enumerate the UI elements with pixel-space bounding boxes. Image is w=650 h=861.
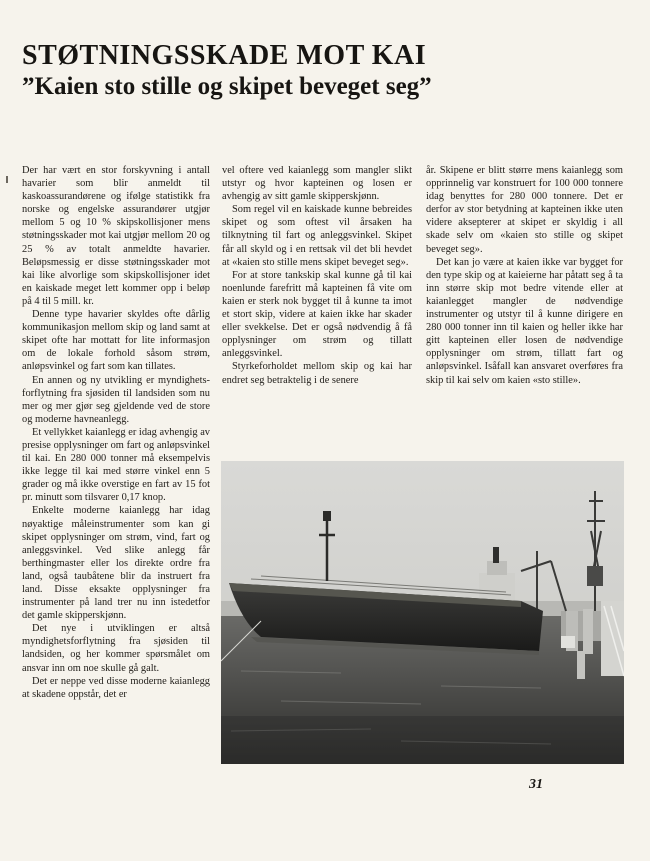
paragraph: Styrkeforholdet mellom skip og kai har endret seg betraktelig i de senere <box>222 361 412 386</box>
text-column-3 <box>426 164 623 387</box>
paragraph: Det nye i utviklingen er altså myndighetsforflytning fra sjøsiden til landsiden, og her kommer spørsmålet om ansvar inn om noe skulle gå galt. <box>22 623 210 674</box>
paragraph: Denne type havarier skyldes ofte dårlig kommunikasjon mellom skip og land samt at skipet ofte har mottatt for lite informasjon om de lokale forhold såsom strøm, anløpsvinkel og fart som kan tillates. <box>22 309 210 373</box>
text-column-2 <box>222 164 412 387</box>
paragraph: For at store tankskip skal kunne gå til kai noenlunde farefritt må kapteinen få vite om kaien er sterk nok bygget til å kunne ta imot et stort skip, videre at kaien ikke har skader eller svekkelse. Det er også nødvendig å få opplysninger om strøm og tillatt anleggsvinkel. <box>222 269 412 360</box>
article-subtitle: ”Kaien sto stille og skipet beveget seg” <box>22 73 432 100</box>
paragraph: Som regel vil en kaiskade kunne bebreides skipet og som oftest vil årsaken ha tilknytning til fart og anleggsvinkel. Skipet får all skyld og i en rettsak vil det bli hevdet at «kaien sto stille mens skipet beveget seg». <box>222 204 412 268</box>
paragraph: Det er neppe ved disse moderne kaianlegg at skadene oppstår, det er <box>22 675 210 700</box>
paragraph: år. Skipene er blitt større mens kaianlegg som opprinnelig var konstruert for 100 000 tonnere idag benyttes for 280 000 tonnere. Det er derfor av stor betydning at kapteinen ikke uten videre aksepterer at skipet er skyldig i all skade selv om «kaien sto stille og skipet beveget seg». <box>426 165 623 255</box>
paragraph: vel oftere ved kaianlegg som mangler slikt utstyr og hvor kapteinen og losen er avhengig av sitt gamle skipperskjønn. <box>222 165 412 203</box>
photo-illustration <box>221 461 624 764</box>
margin-mark <box>6 176 8 183</box>
paragraph: Et vellykket kaianlegg er idag avhengig av presise opplysninger om fart og anløpsvinkel til kai. En 280 000 tonner må eksempelvis ikke legge til kai med større vinkel enn 5 grader og må ikke overstige en fart av 15 fot pr. minutt som tilsvarer 0,17 knop. <box>22 426 210 504</box>
tanker-at-quay-photo <box>221 461 624 764</box>
paragraph: Det kan jo være at kaien ikke var bygget for den type skip og at kaieierne har påtatt seg å ta inn større skip mot bedre vitende eller at kaianlegget mangler de nødvendige instrumenter og utstyr til å kunne dirigere en 280 000 tonner inn til kaien og heller ikke har gitt kapteinen eller losen de nødvendige opplysninger om strøm, tillatt fart og anløpsvinkel. Isåfall kan ansvaret overføres fra skip til kai selv om kaien «sto stille». <box>426 256 623 386</box>
text-column-1 <box>22 164 210 701</box>
paragraph: Der har vært en stor forskyvning i antall havarier som blir anmeldt til kaskoassurandørene og ifølge statistikk fra norske og engelske assurandører utgjør mellom 5 og 10 % skipskollisjoner mens støtningsskader mot kai utgjør mellom 20 og 25 % av totalt anmeldte havarier. Beløpsmessig er disse støtningsskader mot kai like alvorlige som skipskollisjoner idet en kaiskade meget lett kommer opp i beløp på 4 til 5 mill. kr. <box>22 165 210 307</box>
paragraph: En annen og ny utvikling er myndighets-forflytning fra sjøsiden til landsiden som nu mer og mer gjør seg gjeldende ved de store og moderne havneanlegg. <box>22 374 210 425</box>
paragraph: Enkelte moderne kaianlegg har idag nøyaktige måleinstrumenter som kan gi skipet opplysninger om strøm, vind, fart og anleggsvinkel. Ved slike anlegg får berthingmaster eller los direkte ordre fra land, også taubåtene blir da instruert fra land. Disse eksakte opplysninger fra instrumenter på land trer nu inn istedetfor det gamle skipperskjønn. <box>22 505 210 622</box>
page-number: 31 <box>529 777 543 792</box>
article-title: STØTNINGSSKADE MOT KAI <box>22 40 427 71</box>
